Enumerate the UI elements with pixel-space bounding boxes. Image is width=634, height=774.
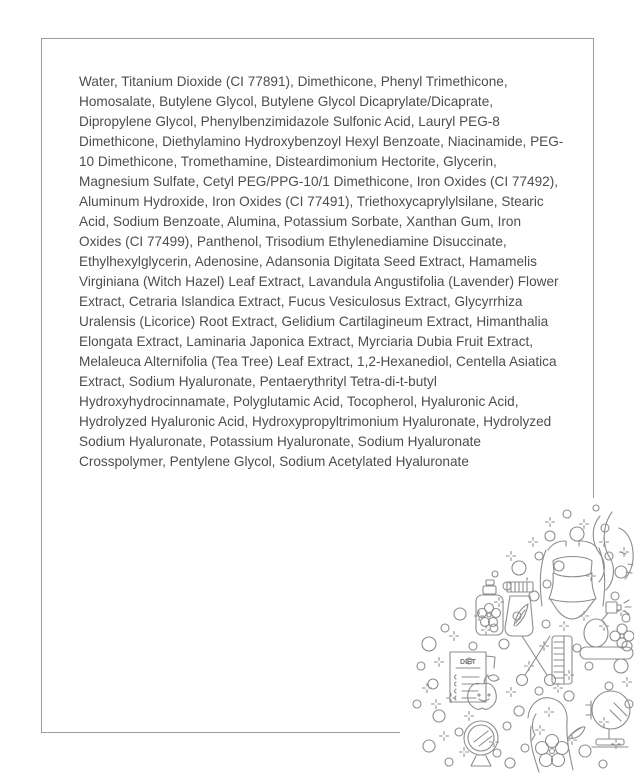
- vanity-mirror-icon: [586, 691, 630, 747]
- woman-hair-flower-icon: [528, 698, 585, 772]
- lotion-bottle-icon: [476, 580, 503, 635]
- compact-mirror-icon: [464, 721, 498, 766]
- beauty-icons-svg: [400, 498, 634, 774]
- scissors-icon: [517, 636, 556, 686]
- bikini-body-icon: [540, 541, 604, 619]
- ingredients-text: Water, Titanium Dioxide (CI 77891), Dimethicone, Phenyl Trimethicone, Homosalate, Butylene Glycol, Butylene Glycol Dicaprylate/Dicaprate, Dipropylene Glycol, Phenylbenzimidazole Sulfonic Acid, Lauryl PEG-8 Dimethicone, Diethylamino Hydroxybenzoyl Hexyl Benzoate, Niacinamide, PEG-10 Dimethicone, Tromethamine, Disteardimonium Hectorite, Glycerin, Magnesium Sulfate, Cetyl PEG/PPG-10/1 Dimethicone, Iron Oxides (CI 77492), Aluminum Hydroxide, Iron Oxides (CI 77491), Triethoxycaprylylsilane, Stearic Acid, Sodium Benzoate, Alumina, Potassium Sorbate, Xanthan Gum, Iron Oxides (CI 77499), Panthenol, Trisodium Ethylenediamine Disuccinate, Ethylhexylglycerin, Adenosine, Adansonia Digitata Seed Extract, Hamamelis Virginiana (Witch Hazel) Leaf Extract, Lavandula Angustifolia (Lavender) Flower Extract, Cetraria Islandica Extract, Fucus Vesiculosus Extract, Glycyrrhiza Uralensis (Licorice) Root Extract, Gelidium Cartilagineum Extract, Himanthalia Elongata Extract, Laminaria Japonica Extract, Myrciaria Dubia Fruit Extract, Melaleuca Alternifolia (Tea Tree) Leaf Extract, 1,2-Hexanediol, Centella Asiatica Extract, Sodium Hyaluronate, Pentaerythrityl Tetra-di-t-butyl Hydroxyhydrocinnamate, Polyglutamic Acid, Tocopherol, Hyaluronic Acid, Hydrolyzed Hyaluronic Acid, Hydroxypropyltrimonium Hyaluronate, Hydrolyzed Sodium Hyaluronate, Potassium Hyaluronate, Sodium Hyaluronate Crosspolymer, Pentylene Glycol, Sodium Acetylated Hyaluronate: [79, 74, 564, 469]
- beauty-icons-illustration: [400, 498, 634, 774]
- cosmetic-tube-icon: [505, 582, 533, 636]
- woman-face-icon: [593, 512, 633, 590]
- diet-label: DIET: [460, 659, 476, 666]
- apple-icon: [468, 675, 499, 709]
